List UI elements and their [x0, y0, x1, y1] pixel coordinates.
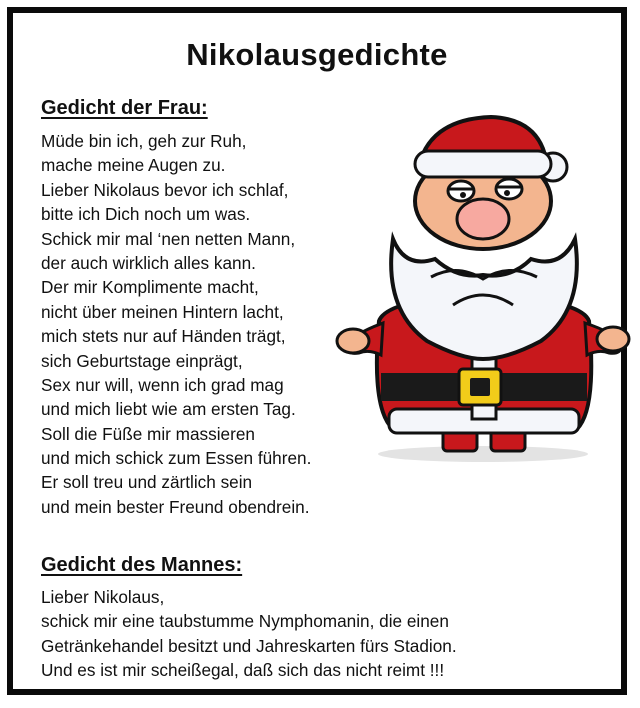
poem-line: der auch wirklich alles kann. — [41, 252, 256, 273]
page-title: Nikolausgedichte — [186, 37, 448, 72]
poem-line: mich stets nur auf Händen trägt, — [41, 326, 286, 347]
poem-line: Lieber Nikolaus bevor ich schlaf, — [41, 179, 289, 200]
poem-line: und mein bester Freund obendrein. — [41, 496, 310, 517]
poem-line: Getränkehandel besitzt und Jahreskarten fürs Stadion. — [41, 635, 457, 656]
man-poem — [41, 585, 457, 683]
poster-frame — [7, 7, 627, 695]
santa-claus-icon — [331, 109, 631, 469]
poem-line: nicht über meinen Hintern lacht, — [41, 301, 284, 322]
poem-line: schick mir eine taubstumme Nymphomanin, die einen — [41, 611, 449, 632]
poem-line: Schick mir mal ‘nen netten Mann, — [41, 228, 296, 249]
poem-line: Der mir Komplimente macht, — [41, 277, 259, 298]
man-poem-heading: Gedicht des Mannes: — [41, 554, 243, 576]
woman-poem — [41, 129, 311, 519]
poem-line: sich Geburtstage einprägt, — [41, 350, 243, 371]
poem-line: Soll die Füße mir massieren — [41, 423, 255, 444]
poem-line: und mich liebt wie am ersten Tag. — [41, 399, 296, 420]
poem-line: Und es ist mir scheißegal, daß sich das nicht reimt !!! — [41, 660, 445, 681]
poem-line: Lieber Nikolaus, — [41, 587, 165, 607]
poem-line: Sex nur will, wenn ich grad mag — [41, 374, 284, 395]
poem-line: bitte ich Dich noch um was. — [41, 204, 251, 225]
woman-poem-heading: Gedicht der Frau: — [41, 97, 208, 119]
poem-line: und mich schick zum Essen führen. — [41, 448, 312, 469]
poem-line: mache meine Augen zu. — [41, 155, 226, 176]
poem-line: Er soll treu und zärtlich sein — [41, 472, 253, 493]
poem-line: Müde bin ich, geh zur Ruh, — [41, 131, 247, 151]
